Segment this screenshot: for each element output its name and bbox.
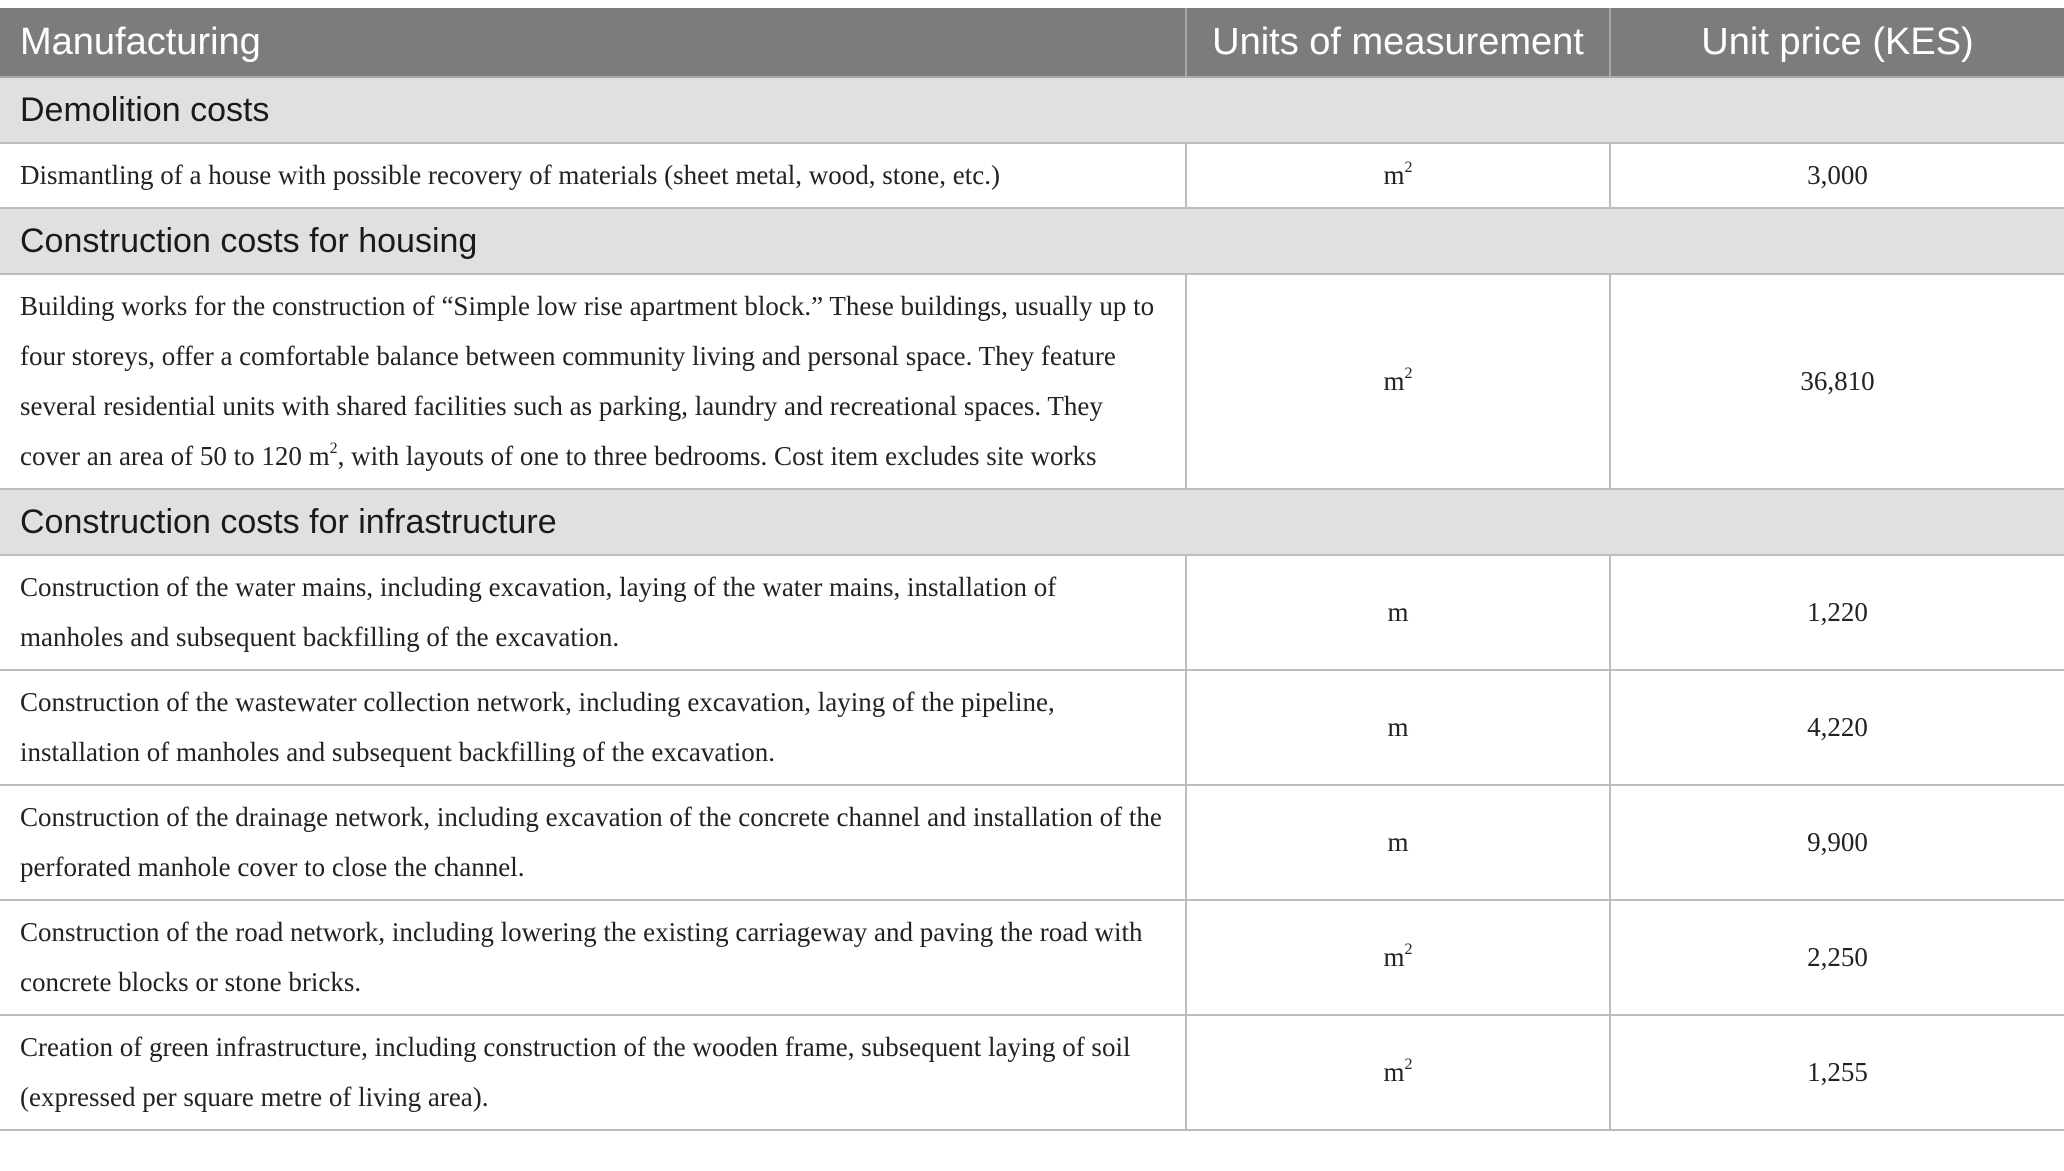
row-description — [0, 274, 1186, 489]
section-title: Demolition costs — [0, 77, 2064, 143]
row-description: Construction of the road network, including lowering the existing carriageway and paving the road with concrete blocks or stone bricks. — [0, 900, 1186, 1015]
row-price: 1,220 — [1610, 555, 2064, 670]
table-row — [0, 274, 2064, 489]
section-title: Construction costs for infrastructure — [0, 489, 2064, 555]
header-manufacturing: Manufacturing — [0, 8, 1186, 77]
unit-base: m — [1387, 827, 1409, 857]
section-title: Construction costs for housing — [0, 208, 2064, 274]
unit-base: m — [1383, 942, 1405, 972]
row-unit — [1186, 900, 1610, 1015]
row-price: 2,250 — [1610, 900, 2064, 1015]
description-superscript: 2 — [329, 440, 338, 457]
section-row-housing — [0, 208, 2064, 274]
table-header-row — [0, 8, 2064, 77]
row-price: 36,810 — [1610, 274, 2064, 489]
unit-cost-table — [0, 8, 2064, 1131]
unit-superscript: 2 — [1404, 941, 1413, 958]
row-description: Construction of the wastewater collection network, including excavation, laying of the pipeline, installation of manholes and subsequent backfilling of the excavation. — [0, 670, 1186, 785]
unit-superscript: 2 — [1404, 365, 1413, 382]
row-price: 1,255 — [1610, 1015, 2064, 1130]
row-unit — [1186, 555, 1610, 670]
table-row — [0, 670, 2064, 785]
row-unit — [1186, 143, 1610, 208]
row-description: Construction of the water mains, including excavation, laying of the water mains, installation of manholes and subsequent backfilling of the excavation. — [0, 555, 1186, 670]
description-text-end: , with layouts of one to three bedrooms. Cost item excludes site works — [337, 441, 1097, 471]
header-units: Units of measurement — [1186, 8, 1610, 77]
row-price: 3,000 — [1610, 143, 2064, 208]
unit-base: m — [1383, 160, 1405, 190]
header-unit-price: Unit price (KES) — [1610, 8, 2064, 77]
section-row-infrastructure — [0, 489, 2064, 555]
row-price: 9,900 — [1610, 785, 2064, 900]
table-row — [0, 785, 2064, 900]
row-description: Dismantling of a house with possible recovery of materials (sheet metal, wood, stone, etc.) — [0, 143, 1186, 208]
row-unit — [1186, 274, 1610, 489]
row-description: Creation of green infrastructure, including construction of the wooden frame, subsequent laying of soil (expressed per square metre of living area). — [0, 1015, 1186, 1130]
description-text: Building works for the construction of “Simple low rise apartment block.” These buildings, usually up to four storeys, offer a comfortable balance between community living and personal space. They feature several residential units with shared facilities such as parking, laundry and recreational spaces. They cover an area of 50 to 120 m — [20, 291, 1155, 471]
table-row — [0, 555, 2064, 670]
row-unit — [1186, 670, 1610, 785]
row-unit — [1186, 785, 1610, 900]
table-row — [0, 900, 2064, 1015]
row-description: Construction of the drainage network, including excavation of the concrete channel and installation of the perforated manhole cover to close the channel. — [0, 785, 1186, 900]
unit-superscript: 2 — [1404, 1056, 1413, 1073]
section-row-demolition — [0, 77, 2064, 143]
cost-table-container — [0, 8, 2064, 1131]
row-unit — [1186, 1015, 1610, 1130]
unit-base: m — [1387, 712, 1409, 742]
unit-base: m — [1387, 597, 1409, 627]
unit-base: m — [1383, 366, 1405, 396]
unit-base: m — [1383, 1057, 1405, 1087]
unit-superscript: 2 — [1404, 159, 1413, 176]
table-row — [0, 143, 2064, 208]
table-row — [0, 1015, 2064, 1130]
row-price: 4,220 — [1610, 670, 2064, 785]
